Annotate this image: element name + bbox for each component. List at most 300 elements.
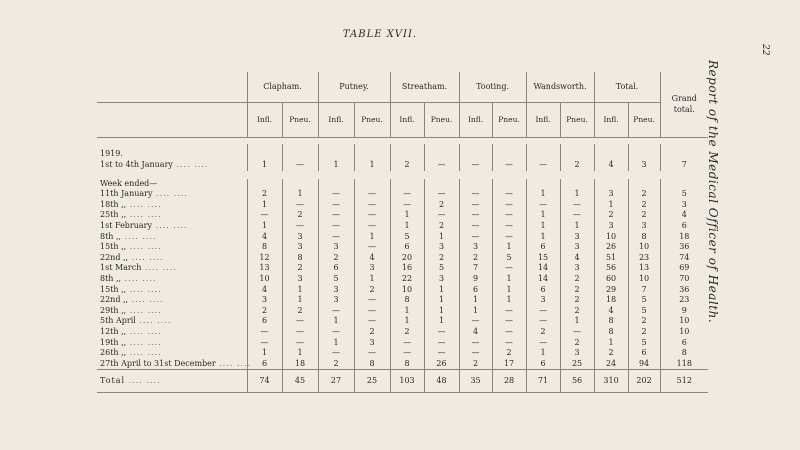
table-cell: 23 [628, 253, 660, 264]
table-cell: — [560, 327, 594, 338]
header-district: Putney. [318, 72, 390, 103]
table-cell: 3 [594, 189, 628, 200]
row-label [97, 338, 247, 349]
leader-dots: .... .... [126, 326, 162, 336]
table-row [97, 285, 708, 296]
table-row [97, 221, 708, 232]
table-cell: 1 [247, 221, 282, 232]
table-row [97, 359, 708, 370]
table-cell: 1 [390, 221, 424, 232]
table-cell: — [318, 189, 354, 200]
table-cell: 4 [459, 327, 492, 338]
table-cell: 2 [390, 327, 424, 338]
table-cell: 3 [459, 242, 492, 253]
table-cell: — [354, 210, 390, 221]
table-row [97, 210, 708, 221]
row-label [97, 160, 247, 171]
leader-dots: .... .... [141, 263, 177, 273]
table-cell: 6 [318, 263, 354, 274]
table-cell: — [459, 316, 492, 327]
table-cell: — [247, 327, 282, 338]
table-cell [282, 179, 318, 190]
table-cell: — [526, 160, 560, 171]
table-cell: 8 [660, 348, 708, 359]
table-cell: 2 [594, 348, 628, 359]
table-cell: — [424, 210, 459, 221]
table-cell: 2 [459, 253, 492, 264]
header-blank [97, 72, 247, 103]
row-label-text: 18th ,, [100, 199, 127, 209]
table-row [97, 200, 708, 211]
row-label [97, 348, 247, 359]
table-cell: — [526, 338, 560, 349]
table-cell: 2 [282, 306, 318, 317]
table-cell: 7 [660, 160, 708, 171]
table-cell: — [459, 200, 492, 211]
table-cell [560, 179, 594, 190]
table-cell: 1 [424, 306, 459, 317]
header-infl: Infl. [526, 103, 560, 138]
table-cell: 26 [424, 359, 459, 370]
running-head: Report of the Medical Officer of Health. [706, 60, 720, 324]
table-cell: 1 [318, 316, 354, 327]
table-cell: — [247, 210, 282, 221]
table-cell [594, 144, 628, 160]
table-cell [492, 144, 526, 160]
row-label-text: 19th ,, [100, 337, 127, 347]
table-cell: 5 [628, 338, 660, 349]
row-label-text: 29th ,, [100, 305, 127, 315]
row-label-text: 26th ,, [100, 348, 127, 358]
table-cell: 3 [354, 338, 390, 349]
table-cell: 1 [282, 189, 318, 200]
table-cell [354, 144, 390, 160]
table-cell: 4 [560, 253, 594, 264]
table-cell: 5 [628, 295, 660, 306]
table-cell: — [424, 348, 459, 359]
table-cell [459, 144, 492, 160]
row-label-text: 1st February [100, 220, 153, 230]
table-cell: 3 [318, 285, 354, 296]
table-cell: 8 [594, 316, 628, 327]
table-cell: — [318, 327, 354, 338]
table-cell: 3 [628, 221, 660, 232]
leader-dots: .... .... [125, 375, 161, 385]
table-cell: 1 [526, 189, 560, 200]
table-cell: 3 [282, 242, 318, 253]
row-label [97, 253, 247, 264]
table-cell: 10 [628, 274, 660, 285]
table-cell: 8 [247, 242, 282, 253]
table-cell: — [560, 210, 594, 221]
table-cell: 27 [318, 370, 354, 393]
table-cell: — [354, 200, 390, 211]
table-cell: — [459, 210, 492, 221]
leader-dots: .... .... [126, 199, 162, 209]
row-label-text: 12th ,, [100, 326, 127, 336]
header-pneu: Pneu. [560, 103, 594, 138]
table-cell: 5 [628, 306, 660, 317]
table-cell: 1 [354, 232, 390, 243]
table-cell: 1 [492, 242, 526, 253]
table-cell: 14 [526, 274, 560, 285]
table-cell: 4 [594, 160, 628, 171]
table-cell: 2 [354, 285, 390, 296]
table-cell: 2 [560, 338, 594, 349]
leader-dots: .... .... [126, 305, 162, 315]
row-label-text: 22nd ,, [100, 252, 129, 262]
table-cell: 1 [526, 348, 560, 359]
table-cell: 1 [282, 348, 318, 359]
table-cell: — [492, 306, 526, 317]
table-cell [282, 144, 318, 160]
leader-dots: .... .... [126, 348, 162, 358]
table-cell: 1 [492, 285, 526, 296]
table-cell: 3 [526, 295, 560, 306]
table-cell [247, 179, 282, 190]
table-cell: 8 [594, 327, 628, 338]
table-cell: 13 [628, 263, 660, 274]
table-cell: 2 [424, 253, 459, 264]
row-label-text: 15th ,, [100, 242, 127, 252]
table-cell: 2 [247, 306, 282, 317]
table-row [97, 160, 708, 171]
table-cell: 2 [354, 327, 390, 338]
table-cell: 5 [660, 189, 708, 200]
row-label [97, 263, 247, 274]
table-cell: 1 [526, 210, 560, 221]
table-cell: 1 [459, 295, 492, 306]
table-cell: — [459, 348, 492, 359]
table-title: TABLE XVII. [342, 29, 418, 40]
header-infl: Infl. [459, 103, 492, 138]
table-cell: 8 [282, 253, 318, 264]
table-cell [318, 144, 354, 160]
table-cell: 2 [628, 316, 660, 327]
table-cell: 18 [594, 295, 628, 306]
table-cell: 6 [660, 338, 708, 349]
row-label [97, 327, 247, 338]
table-cell: — [318, 210, 354, 221]
table-cell: 2 [560, 160, 594, 171]
table-cell: 512 [660, 370, 708, 393]
table-cell: 1 [282, 295, 318, 306]
year-label: 1919. [100, 149, 123, 159]
table-cell: 2 [628, 210, 660, 221]
table-cell: 1 [459, 306, 492, 317]
table-cell [424, 179, 459, 190]
table-cell: 45 [282, 370, 318, 393]
table-cell: 1 [492, 274, 526, 285]
table-cell: 1 [247, 348, 282, 359]
table-cell: 1 [560, 316, 594, 327]
header-pneu: Pneu. [282, 103, 318, 138]
table-cell: 3 [660, 200, 708, 211]
row-label [97, 232, 247, 243]
table-cell: — [459, 160, 492, 171]
table-cell: — [459, 221, 492, 232]
table-cell: — [354, 306, 390, 317]
table-row [97, 274, 708, 285]
leader-dots: .... .... [126, 210, 162, 220]
leader-dots: .... .... [215, 358, 252, 368]
table-cell: 22 [390, 274, 424, 285]
table-cell: 3 [594, 221, 628, 232]
table-cell [660, 179, 708, 190]
table-cell: 69 [660, 263, 708, 274]
table-cell: 1 [594, 200, 628, 211]
header-pneu: Pneu. [628, 103, 660, 138]
table-cell: 1 [424, 295, 459, 306]
table-cell: — [492, 221, 526, 232]
table-cell: 1 [318, 338, 354, 349]
table-cell: 35 [459, 370, 492, 393]
table-cell: 74 [660, 253, 708, 264]
table-cell: 9 [459, 274, 492, 285]
table-cell: 202 [628, 370, 660, 393]
table-cell: 8 [390, 295, 424, 306]
table-cell: 9 [660, 306, 708, 317]
header-infl: Infl. [318, 103, 354, 138]
table-cell [526, 144, 560, 160]
row-label-text: 22nd ,, [100, 295, 129, 305]
table-cell [560, 144, 594, 160]
table-cell: 6 [660, 221, 708, 232]
table-cell: 26 [594, 242, 628, 253]
table-cell: — [492, 232, 526, 243]
table-row [97, 316, 708, 327]
table-cell: 6 [526, 242, 560, 253]
row-label-text: 1st March [100, 263, 142, 273]
table-cell: 48 [424, 370, 459, 393]
leader-dots: .... .... [126, 242, 162, 252]
table-cell: 56 [560, 370, 594, 393]
table-cell: 5 [492, 253, 526, 264]
table-cell: 4 [354, 253, 390, 264]
leader-dots: .... .... [135, 316, 172, 326]
table-cell: — [492, 210, 526, 221]
header-pneu: Pneu. [492, 103, 526, 138]
table-cell [628, 144, 660, 160]
table-cell: 36 [660, 242, 708, 253]
table-cell: 3 [424, 274, 459, 285]
table-cell [390, 144, 424, 160]
table-cell: — [318, 232, 354, 243]
table-row [97, 189, 708, 200]
table-cell: 1 [560, 221, 594, 232]
leader-dots: .... .... [172, 160, 209, 169]
table-cell: — [247, 338, 282, 349]
row-label-text: 15th ,, [100, 284, 127, 294]
table-cell: 3 [560, 242, 594, 253]
table-cell: 20 [390, 253, 424, 264]
header-infl: Infl. [390, 103, 424, 138]
table-cell: — [390, 189, 424, 200]
leader-dots: .... .... [126, 337, 162, 347]
table-row [97, 263, 708, 274]
table-cell: 2 [282, 210, 318, 221]
table-cell: 103 [390, 370, 424, 393]
row-label-text: 8th ,, [100, 231, 122, 241]
table-cell: 6 [459, 285, 492, 296]
table-cell [459, 179, 492, 190]
table-cell: 4 [660, 210, 708, 221]
table-cell: 29 [594, 285, 628, 296]
table-cell: 3 [282, 274, 318, 285]
table-cell: — [318, 200, 354, 211]
page-number: 22 [760, 44, 770, 56]
table-cell: 71 [526, 370, 560, 393]
table-cell: 3 [628, 160, 660, 171]
leader-dots: .... .... [152, 220, 188, 230]
header-district: Streatham. [390, 72, 459, 103]
table-cell [594, 179, 628, 190]
row-label [97, 242, 247, 253]
table-cell: 2 [526, 327, 560, 338]
table-cell: 1 [282, 285, 318, 296]
table-cell: — [492, 263, 526, 274]
table-cell: 6 [390, 242, 424, 253]
table-cell: 25 [354, 370, 390, 393]
table-cell: 60 [594, 274, 628, 285]
table-cell [318, 179, 354, 190]
leader-dots: .... .... [121, 273, 157, 283]
statistics-table [97, 72, 708, 393]
row-label [97, 210, 247, 221]
table-cell: — [492, 338, 526, 349]
table-cell: 4 [594, 306, 628, 317]
table-cell: 1 [424, 285, 459, 296]
table-cell: 6 [526, 285, 560, 296]
table-row [97, 348, 708, 359]
table-cell: 3 [354, 263, 390, 274]
table-cell: — [282, 200, 318, 211]
table-cell: 1 [318, 160, 354, 171]
row-label-text: 25th ,, [100, 210, 127, 220]
table-cell: — [282, 338, 318, 349]
table-cell: — [560, 200, 594, 211]
table-cell: 3 [560, 348, 594, 359]
table-cell: 14 [526, 263, 560, 274]
header-district: Tooting. [459, 72, 526, 103]
table-cell: 8 [354, 359, 390, 370]
table-cell: 2 [390, 160, 424, 171]
leader-dots: .... .... [128, 295, 164, 305]
table-cell: — [424, 160, 459, 171]
table-cell: — [318, 306, 354, 317]
table-cell: 2 [424, 221, 459, 232]
row-label [97, 285, 247, 296]
table-row [97, 232, 708, 243]
table-cell: — [424, 189, 459, 200]
header-pneu: Pneu. [424, 103, 459, 138]
table-cell: — [492, 200, 526, 211]
table-cell: 118 [660, 359, 708, 370]
table-cell: 10 [594, 232, 628, 243]
row-label [97, 221, 247, 232]
table-cell: — [282, 160, 318, 171]
table-cell [628, 179, 660, 190]
row-label [97, 200, 247, 211]
row-label [97, 370, 247, 393]
table-cell: — [390, 338, 424, 349]
row-label-text: 11th January [100, 189, 153, 199]
table-cell: 2 [424, 200, 459, 211]
table-cell: — [390, 348, 424, 359]
table-cell: — [354, 316, 390, 327]
row-label-text: Total [100, 375, 126, 385]
table-cell: — [354, 242, 390, 253]
table-row [97, 327, 708, 338]
table-row [97, 338, 708, 349]
row-label-text: 8th ,, [100, 273, 122, 283]
table-cell: 1 [424, 232, 459, 243]
table-cell: — [282, 316, 318, 327]
table-cell: 10 [660, 327, 708, 338]
table-cell: — [492, 160, 526, 171]
table-cell: — [492, 327, 526, 338]
table-cell: 51 [594, 253, 628, 264]
leader-dots: .... .... [126, 284, 162, 294]
table-cell: 17 [492, 359, 526, 370]
table-cell: 2 [560, 306, 594, 317]
table-cell: 2 [318, 359, 354, 370]
table-cell: 23 [660, 295, 708, 306]
table-cell: — [354, 295, 390, 306]
table-cell: — [526, 316, 560, 327]
leader-dots: .... .... [128, 252, 164, 262]
row-label [97, 189, 247, 200]
table-cell: 5 [424, 263, 459, 274]
table-cell: 3 [560, 232, 594, 243]
table-cell: 24 [594, 359, 628, 370]
header-infl: Infl. [247, 103, 282, 138]
row-label [97, 358, 252, 370]
header-grand-total: Grand total. [660, 72, 708, 138]
table-cell: 4 [247, 285, 282, 296]
table-cell: 13 [247, 263, 282, 274]
table-row [97, 370, 708, 393]
table-cell: 1 [354, 160, 390, 171]
table-cell: 1 [424, 316, 459, 327]
table-cell [247, 144, 282, 160]
table-cell: 1 [247, 200, 282, 211]
header-district: Total. [594, 72, 660, 103]
table-cell: 6 [526, 359, 560, 370]
table-cell [390, 179, 424, 190]
table-cell: 3 [424, 242, 459, 253]
table-cell: 2 [318, 253, 354, 264]
table-cell: 6 [247, 359, 282, 370]
leader-dots: .... .... [152, 189, 188, 199]
table-cell: 2 [560, 285, 594, 296]
table-cell: 18 [660, 232, 708, 243]
row-label-text: 1st to 4th January [100, 160, 173, 169]
table-cell: 1 [526, 221, 560, 232]
table-cell: 1 [247, 160, 282, 171]
row-label-text: 27th April to 31st December [100, 358, 216, 368]
table-cell: 7 [628, 285, 660, 296]
table-cell: 2 [628, 189, 660, 200]
table-cell: 1 [594, 338, 628, 349]
table-cell: — [526, 200, 560, 211]
table-cell: 94 [628, 359, 660, 370]
table-cell: 74 [247, 370, 282, 393]
table-cell: 8 [390, 359, 424, 370]
table-cell [424, 144, 459, 160]
table-cell: 70 [660, 274, 708, 285]
table-cell: 3 [318, 242, 354, 253]
